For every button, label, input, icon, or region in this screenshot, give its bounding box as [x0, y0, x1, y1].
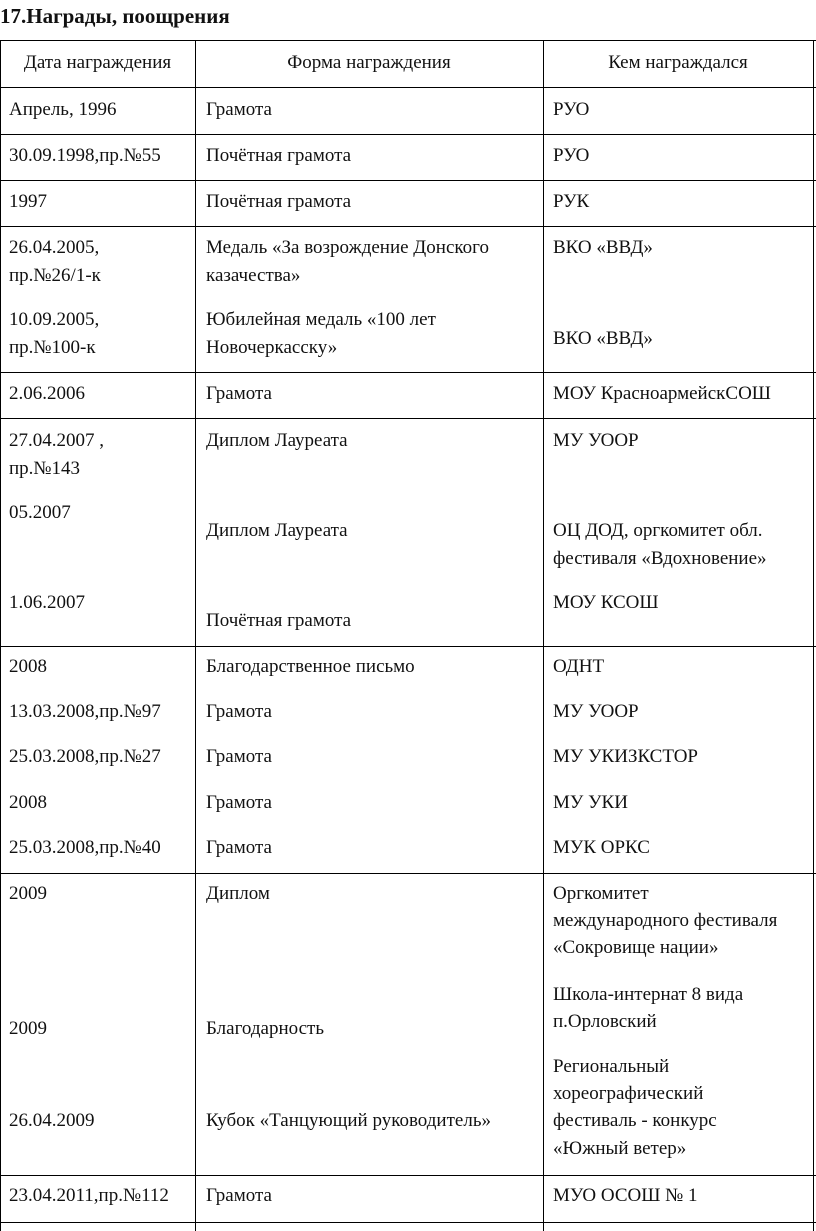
award-form: Почётная грамота: [206, 145, 352, 166]
award-org: ОЦ ДОД, оргкомитет обл.: [553, 520, 763, 541]
table-rule: [0, 40, 1, 1231]
award-form-cont: Новочеркасску»: [206, 337, 338, 358]
award-org: ВКО «ВВД»: [553, 237, 653, 258]
award-form-cont: казачества»: [206, 265, 301, 286]
award-form: Благодарственное письмо: [206, 656, 415, 677]
award-date: 10.09.2005,: [9, 309, 100, 330]
award-org: РУК: [553, 191, 590, 212]
award-org-cont: «Сокровище нации»: [553, 937, 719, 958]
award-date: 2.06.2006: [9, 383, 85, 404]
award-form: Грамота: [206, 792, 272, 813]
table-rule: [543, 40, 544, 1231]
table-rule: [0, 372, 816, 373]
table-rule: [0, 40, 816, 41]
award-org: Школа-интернат 8 вида: [553, 984, 744, 1005]
award-form: Грамота: [206, 1185, 272, 1206]
table-rule: [0, 134, 816, 135]
table-rule: [0, 180, 816, 181]
section-title: 17.Награды, поощрения: [0, 4, 230, 28]
award-form: Диплом Лауреата: [206, 520, 348, 541]
award-org: МУ УООР: [553, 701, 639, 722]
column-header-form: Форма награждения: [287, 52, 451, 73]
award-date: 13.03.2008,пр.№97: [9, 701, 161, 722]
award-org: Оргкомитет: [553, 883, 649, 904]
award-date: 25.03.2008,пр.№40: [9, 837, 161, 858]
award-date: 05.2007: [9, 502, 71, 523]
award-form: Юбилейная медаль «100 лет: [206, 309, 436, 330]
award-org-cont: фестиваль - конкурс: [553, 1110, 717, 1131]
award-org: ОДНТ: [553, 656, 605, 677]
award-date: 26.04.2009: [9, 1110, 95, 1131]
table-rule: [813, 40, 814, 1231]
award-form: Грамота: [206, 837, 272, 858]
award-date: 23.04.2011,пр.№112: [9, 1185, 169, 1206]
award-org: МУ УКИ: [553, 792, 628, 813]
award-date: 30.09.1998,пр.№55: [9, 145, 161, 166]
award-date: 2008: [9, 792, 47, 813]
award-org: Региональный: [553, 1056, 670, 1077]
award-org: МОУ КрасноармейскСОШ: [553, 383, 771, 404]
table-rule: [0, 1175, 816, 1176]
table-rule: [0, 873, 816, 874]
award-org: МУ УКИЗКСТОР: [553, 746, 698, 767]
award-form: Грамота: [206, 701, 272, 722]
award-form: Благодарность: [206, 1018, 324, 1039]
award-date: 2009: [9, 883, 47, 904]
award-date: 2008: [9, 656, 47, 677]
award-date: 1997: [9, 191, 47, 212]
award-org: ВКО «ВВД»: [553, 328, 653, 349]
table-rule: [0, 87, 816, 88]
award-date-order: пр.№100-к: [9, 337, 96, 358]
award-org: МОУ КСОШ: [553, 592, 659, 613]
award-org: МУК ОРКС: [553, 837, 650, 858]
award-date: 2009: [9, 1018, 47, 1039]
award-form: Грамота: [206, 99, 272, 120]
award-org-cont: международного фестиваля: [553, 910, 778, 931]
table-rule: [195, 40, 196, 1231]
column-header-date: Дата награждения: [23, 52, 172, 73]
table-rule: [0, 1222, 816, 1223]
award-org: РУО: [553, 99, 590, 120]
table-rule: [0, 418, 816, 419]
award-date: Апрель, 1996: [9, 99, 117, 120]
award-form: Кубок «Танцующий руководитель»: [206, 1110, 491, 1131]
award-form: Почётная грамота: [206, 610, 352, 631]
award-date: 27.04.2007 ,: [9, 430, 104, 451]
column-header-org: Кем награждался: [608, 52, 748, 73]
award-form: Диплом Лауреата: [206, 430, 348, 451]
table-rule: [0, 646, 816, 647]
award-org-cont: фестиваля «Вдохновение»: [553, 548, 767, 569]
award-org: МУ УООР: [553, 430, 639, 451]
award-date-order: пр.№26/1-к: [9, 265, 101, 286]
award-form: Грамота: [206, 746, 272, 767]
award-org: МУО ОСОШ № 1: [553, 1185, 698, 1206]
award-form: Медаль «За возрождение Донского: [206, 237, 489, 258]
table-rule: [0, 226, 816, 227]
award-date-order: пр.№143: [9, 458, 81, 479]
award-date: 25.03.2008,пр.№27: [9, 746, 161, 767]
award-org-cont: «Южный ветер»: [553, 1138, 687, 1159]
award-form: Диплом: [206, 883, 270, 904]
award-org-cont: п.Орловский: [553, 1011, 657, 1032]
award-org: РУО: [553, 145, 590, 166]
award-form: Почётная грамота: [206, 191, 352, 212]
award-date: 1.06.2007: [9, 592, 85, 613]
award-form: Грамота: [206, 383, 272, 404]
award-org-cont: хореографический: [553, 1083, 704, 1104]
award-date: 26.04.2005,: [9, 237, 100, 258]
